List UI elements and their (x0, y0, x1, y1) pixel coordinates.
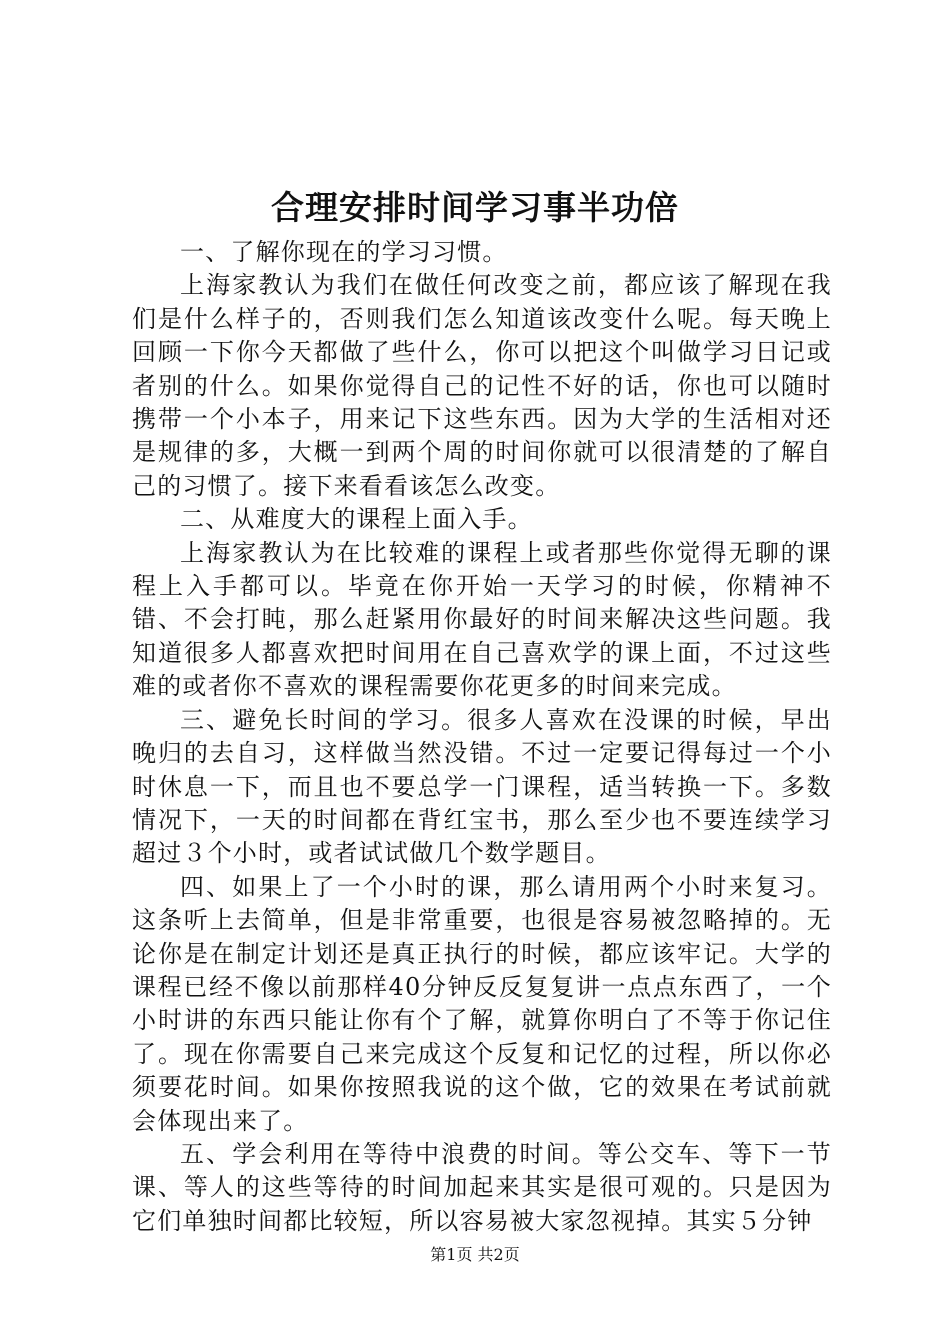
paragraph: 上海家教认为我们在做任何改变之前，都应该了解现在我们是什么样子的，否则我们怎么知道该改变什么呢。每天晚上回顾一下你今天都做了些什么，你可以把这个叫做学习日记或者别的什么。如果你觉得自己的记性不好的话，你也可以随时携带一个小本子，用来记下这些东西。因为大学的生活相对还是规律的多，大概一到两个周的时间你就可以很清楚的了解自己的习惯了。接下来看看该怎么改变。 (132, 271, 832, 500)
document-body (132, 236, 832, 1238)
document-title: 合理安排时间学习事半功倍 (271, 188, 679, 227)
paragraph-heading-2: 二、从难度大的课程上面入手。 (180, 505, 533, 534)
paragraph: 三、避免长时间的学习。很多人喜欢在没课的时候，早出晚归的去自习，这样做当然没错。不过一定要记得每过一个小时休息一下，而且也不要总学一门课程，适当转换一下。多数情况下，一天的时间都在背红宝书，那么至少也不要连续学习超过３个小时，或者试试做几个数学题目。 (132, 705, 832, 868)
paragraph: 五、学会利用在等待中浪费的时间。等公交车、等下一节课、等人的这些等待的时间加起来其实是很可观的。只是因为它们单独时间都比较短，所以容易被大家忽视掉。其实５分钟 (132, 1139, 832, 1235)
paragraph: 四、如果上了一个小时的课，那么请用两个小时来复习。这条听上去简单，但是非常重要，也很是容易被忽略掉的。无论你是在制定计划还是真正执行的时候，都应该牢记。大学的课程已经不像以前那样40分钟反反复复讲一点点东西了，一个小时讲的东西只能让你有个了解，就算你明白了不等于你记住了。现在你需要自己来完成这个反复和记忆的过程，所以你必须要花时间。如果你按照我说的这个做，它的效果在考试前就会体现出来了。 (132, 872, 832, 1135)
paragraph-heading-1: 一、了解你现在的学习习惯。 (180, 238, 508, 266)
paragraph: 上海家教认为在比较难的课程上或者那些你觉得无聊的课程上入手都可以。毕竟在你开始一天学习的时候，你精神不错、不会打盹，那么赶紧用你最好的时间来解决这些问题。我知道很多人都喜欢把时间用在自己喜欢学的课上面，不过这些难的或者你不喜欢的课程需要你花更多的时间来完成。 (132, 538, 832, 701)
page-footer: 第1页 共2页 (430, 1245, 520, 1264)
